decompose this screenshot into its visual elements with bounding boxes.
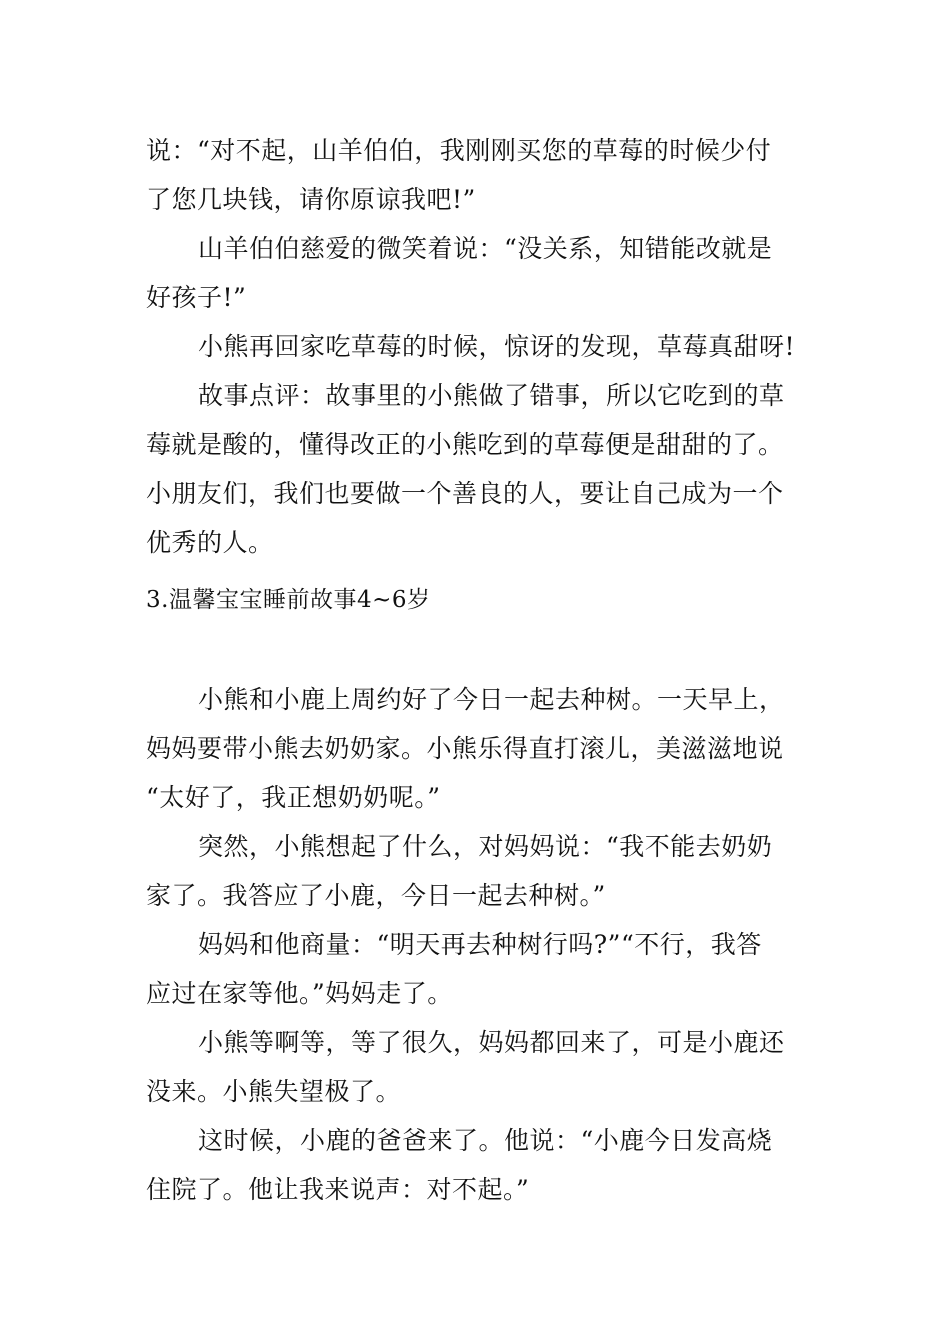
story-three [146,675,808,1214]
text-line: 山羊伯伯慈爱的微笑着说：“没关系，知错能改就是 [198,234,773,263]
text-line: 故事点评：故事里的小熊做了错事，所以它吃到的草 [198,381,785,410]
text-line: 小朋友们，我们也要做一个善良的人，要让自己成为一个 [146,479,784,508]
section-heading [146,576,808,625]
story-continuation [146,126,808,567]
text-line: 优秀的人。 [146,528,274,557]
text-line: 应过在家等他。”妈妈走了。 [146,979,453,1008]
text-line: 家了。我答应了小鹿，今日一起去种树。” [146,881,606,910]
text-line: 妈妈和他商量：“明天再去种树行吗?”“不行，我答 [198,930,762,959]
text-line: 妈妈要带小熊去奶奶家。小熊乐得直打滚儿，美滋滋地说 [146,734,784,763]
text-line: 这时候，小鹿的爸爸来了。他说：“小鹿今日发高烧 [198,1126,773,1155]
text-line: “太好了，我正想奶奶呢。” [146,783,441,812]
text-line: 小熊等啊等，等了很久，妈妈都回来了，可是小鹿还 [198,1028,785,1057]
text-line: 小熊和小鹿上周约好了今日一起去种树。一天早上， [198,685,785,714]
text-line: 没来。小熊失望极了。 [146,1077,402,1106]
text-line: 突然，小熊想起了什么，对妈妈说：“我不能去奶奶 [198,832,773,861]
text-line: 住院了。他让我来说声：对不起。” [146,1175,530,1204]
text-line: 莓就是酸的，懂得改正的小熊吃到的草莓便是甜甜的了。 [146,430,784,459]
text-line: 好孩子!” [146,283,247,312]
text-line: 小熊再回家吃草莓的时候，惊讶的发现，草莓真甜呀! [198,332,796,361]
text-line: 说：“对不起，山羊伯伯，我刚刚买您的草莓的时候少付 [146,136,772,165]
text-line: 了您几块钱，请你原谅我吧!” [146,185,476,214]
section-heading-text: 3.温馨宝宝睡前故事4~6岁 [146,587,431,613]
